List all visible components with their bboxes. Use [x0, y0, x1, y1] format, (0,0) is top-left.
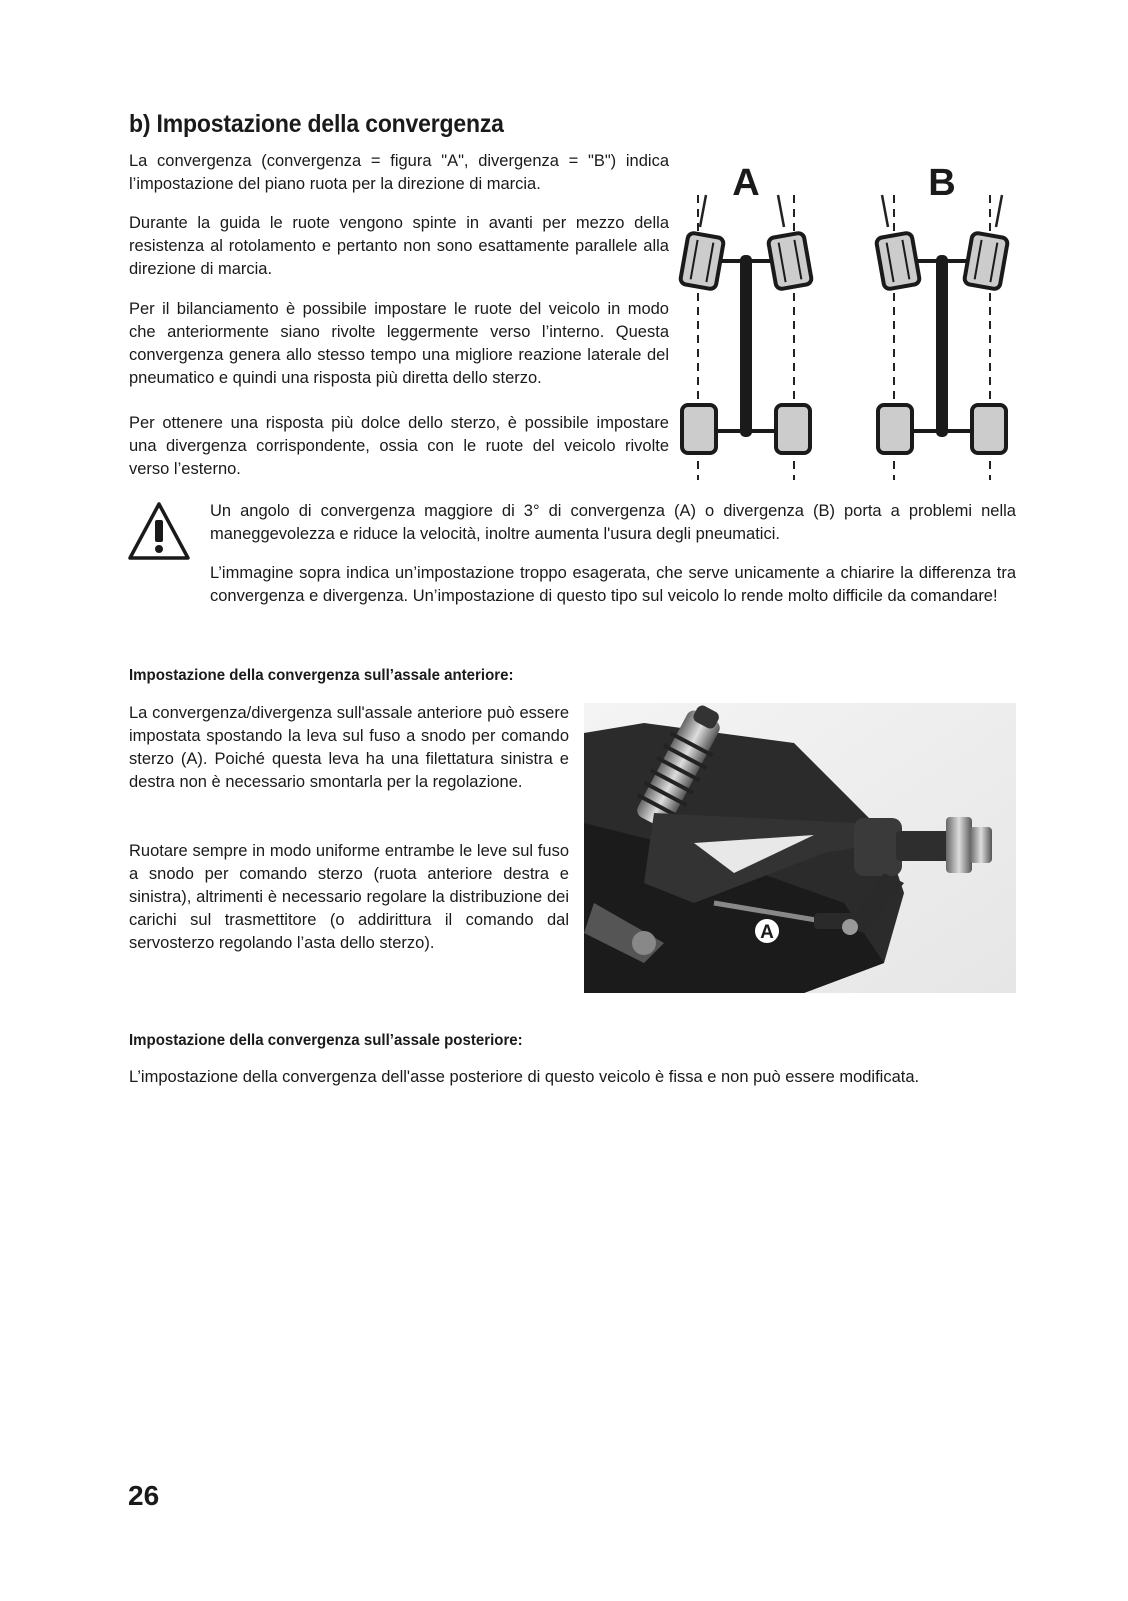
diagram-b-chassis: [876, 232, 1008, 453]
rear-axle-paragraph: L’impostazione della convergenza dell'asse posteriore di questo veicolo è fissa e non può essere modificata.: [129, 1068, 920, 1086]
rear-axle-heading: Impostazione della convergenza sull’assale posteriore:: [129, 1032, 523, 1049]
intro-paragraph-2: Durante la guida le ruote vengono spinte in avanti per mezzo della resistenza al rotolamento e pertanto non sono esattamente parallele alla direzione di marcia.: [129, 214, 669, 278]
diagram-label-b: B: [928, 162, 956, 204]
warning-paragraph-1: Un angolo di convergenza maggiore di 3° di convergenza (A) o divergenza (B) porta a problemi nella maneggevolezza e riduce la velocità, inoltre aumenta l'usura degli pneumatici.: [210, 502, 1016, 543]
intro-paragraph-3: Per il bilanciamento è possibile impostare le ruote del veicolo in modo che anteriormente siano rivolte leggermente verso l’interno. Questa convergenza genera allo stesso tempo una migliore reazione laterale del pneumatico e quindi una risposta più diretta dello sterzo.: [129, 300, 669, 387]
diagram-label-a: A: [732, 162, 760, 204]
diagram-a-chassis: [680, 232, 812, 453]
intro-paragraph-1: La convergenza (convergenza = figura "A", divergenza = "B") indica l’impostazione del piano ruota per la direzione di marcia.: [129, 152, 669, 193]
warning-paragraph-2: L’immagine sopra indica un’impostazione troppo esagerata, che serve unicamente a chiarire la differenza tra convergenza e divergenza. Un’impostazione di questo tipo sul veicolo lo rende molto difficile da comandare!: [210, 564, 1016, 605]
section-title: b) Impostazione della convergenza: [129, 110, 504, 138]
warning-triangle-icon: [126, 500, 192, 562]
toe-diagram: [670, 155, 1030, 485]
front-axle-paragraph-1: La convergenza/divergenza sull'assale anteriore può essere impostata spostando la leva sul fuso a snodo per comando sterzo (A). Poiché questa leva ha una filettatura sinistra e destra non è necessario smontarla per la regolazione.: [129, 704, 569, 791]
front-axle-heading: Impostazione della convergenza sull’assale anteriore:: [129, 667, 514, 684]
photo-callout-a: A: [760, 922, 774, 943]
intro-paragraph-4: Per ottenere una risposta più dolce dello sterzo, è possibile impostare una divergenza corrispondente, ossia con le ruote del veicolo rivolte verso l’esterno.: [129, 414, 669, 478]
page-number: 26: [128, 1480, 160, 1511]
front-axle-photo: [584, 703, 1016, 993]
front-axle-paragraph-2: Ruotare sempre in modo uniforme entrambe le leve sul fuso a snodo per comando sterzo (ruota anteriore destra e sinistra), altrimenti è necessario regolare la distribuzione dei carichi sul trasmettitore (o addirittura il comando dal servosterzo regolando l’asta dello sterzo).: [129, 842, 569, 952]
